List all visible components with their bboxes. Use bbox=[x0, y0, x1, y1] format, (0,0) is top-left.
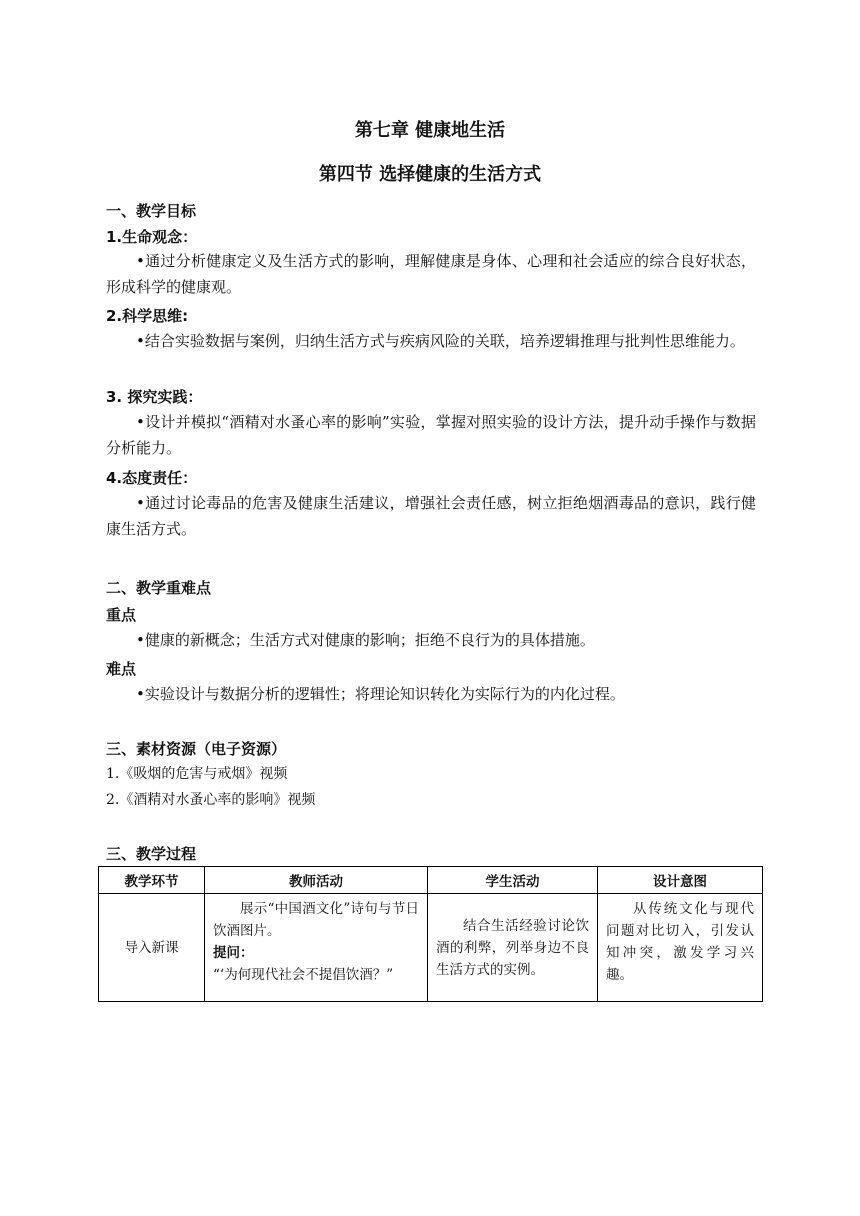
table-header-row bbox=[99, 867, 763, 894]
goal-text bbox=[106, 248, 756, 300]
goal-text bbox=[106, 409, 756, 461]
goal-label: 2.科学思维: bbox=[106, 307, 189, 325]
intent-cell bbox=[598, 894, 763, 1002]
resource-item: 2.《酒精对水蚤心率的影响》视频 bbox=[106, 792, 316, 808]
goal-label: 4.态度责任： bbox=[106, 469, 198, 487]
goal-text-body: •设计并模拟“酒精对水蚤心率的影响”实验，掌握对照实验的设计方法，提升动手操作与数据分析能力。 bbox=[106, 413, 756, 457]
focus-text bbox=[106, 627, 756, 653]
goal-text-body: •通过分析健康定义及生活方式的影响，理解健康是身体、心理和社会适应的综合良好状态，形成科学的健康观。 bbox=[106, 252, 756, 296]
chapter-title: 第七章 健康地生活 bbox=[354, 120, 506, 141]
stage-cell: 导入新课 bbox=[99, 894, 205, 1002]
goal-label: 3. 探究实践： bbox=[106, 388, 203, 406]
key-points-heading: 二、教学重难点 bbox=[106, 579, 212, 597]
goal-text bbox=[106, 328, 756, 354]
goal-label: 1.生命观念： bbox=[106, 228, 198, 246]
difficulty-text-body: •实验设计与数据分析的逻辑性；将理论知识转化为实际行为的内化过程。 bbox=[136, 685, 625, 703]
teacher-question-label: 提问： bbox=[213, 945, 254, 961]
goal-text bbox=[106, 490, 756, 542]
process-table bbox=[98, 866, 763, 1002]
teacher-cell bbox=[205, 894, 428, 1002]
column-header: 教学环节 bbox=[99, 867, 205, 894]
goals-heading: 一、教学目标 bbox=[106, 202, 197, 220]
goal-text-body: •通过讨论毒品的危害及健康生活建议，增强社会责任感，树立拒绝烟酒毒品的意识，践行健康生活方式。 bbox=[106, 494, 756, 538]
design-intent: 从传统文化与现代问题对比切入，引发认知冲突，激发学习兴趣。 bbox=[606, 901, 754, 983]
column-header: 设计意图 bbox=[598, 867, 763, 894]
student-activity: 结合生活经验讨论饮酒的利弊，列举身边不良生活方式的实例。 bbox=[436, 917, 589, 978]
difficulty-label: 难点 bbox=[106, 660, 137, 678]
table-row bbox=[99, 894, 763, 1002]
resources-heading: 三、素材资源（电子资源） bbox=[106, 740, 287, 758]
process-heading: 三、教学过程 bbox=[106, 845, 197, 863]
column-header: 教师活动 bbox=[205, 867, 428, 894]
teacher-activity: 展示“中国酒文化”诗句与节日饮酒图片。 bbox=[213, 901, 419, 939]
focus-label: 重点 bbox=[106, 606, 137, 624]
resource-item: 1.《吸烟的危害与戒烟》视频 bbox=[106, 766, 288, 782]
difficulty-text bbox=[106, 681, 756, 707]
column-header: 学生活动 bbox=[428, 867, 598, 894]
teacher-question: “‘为何现代社会不提倡饮酒？” bbox=[213, 967, 394, 983]
section-title: 第四节 选择健康的生活方式 bbox=[318, 164, 542, 185]
goal-text-body: •结合实验数据与案例，归纳生活方式与疾病风险的关联，培养逻辑推理与批判性思维能力。 bbox=[136, 332, 745, 350]
student-cell bbox=[428, 894, 598, 1002]
focus-text-body: •健康的新概念；生活方式对健康的影响；拒绝不良行为的具体措施。 bbox=[136, 631, 595, 649]
